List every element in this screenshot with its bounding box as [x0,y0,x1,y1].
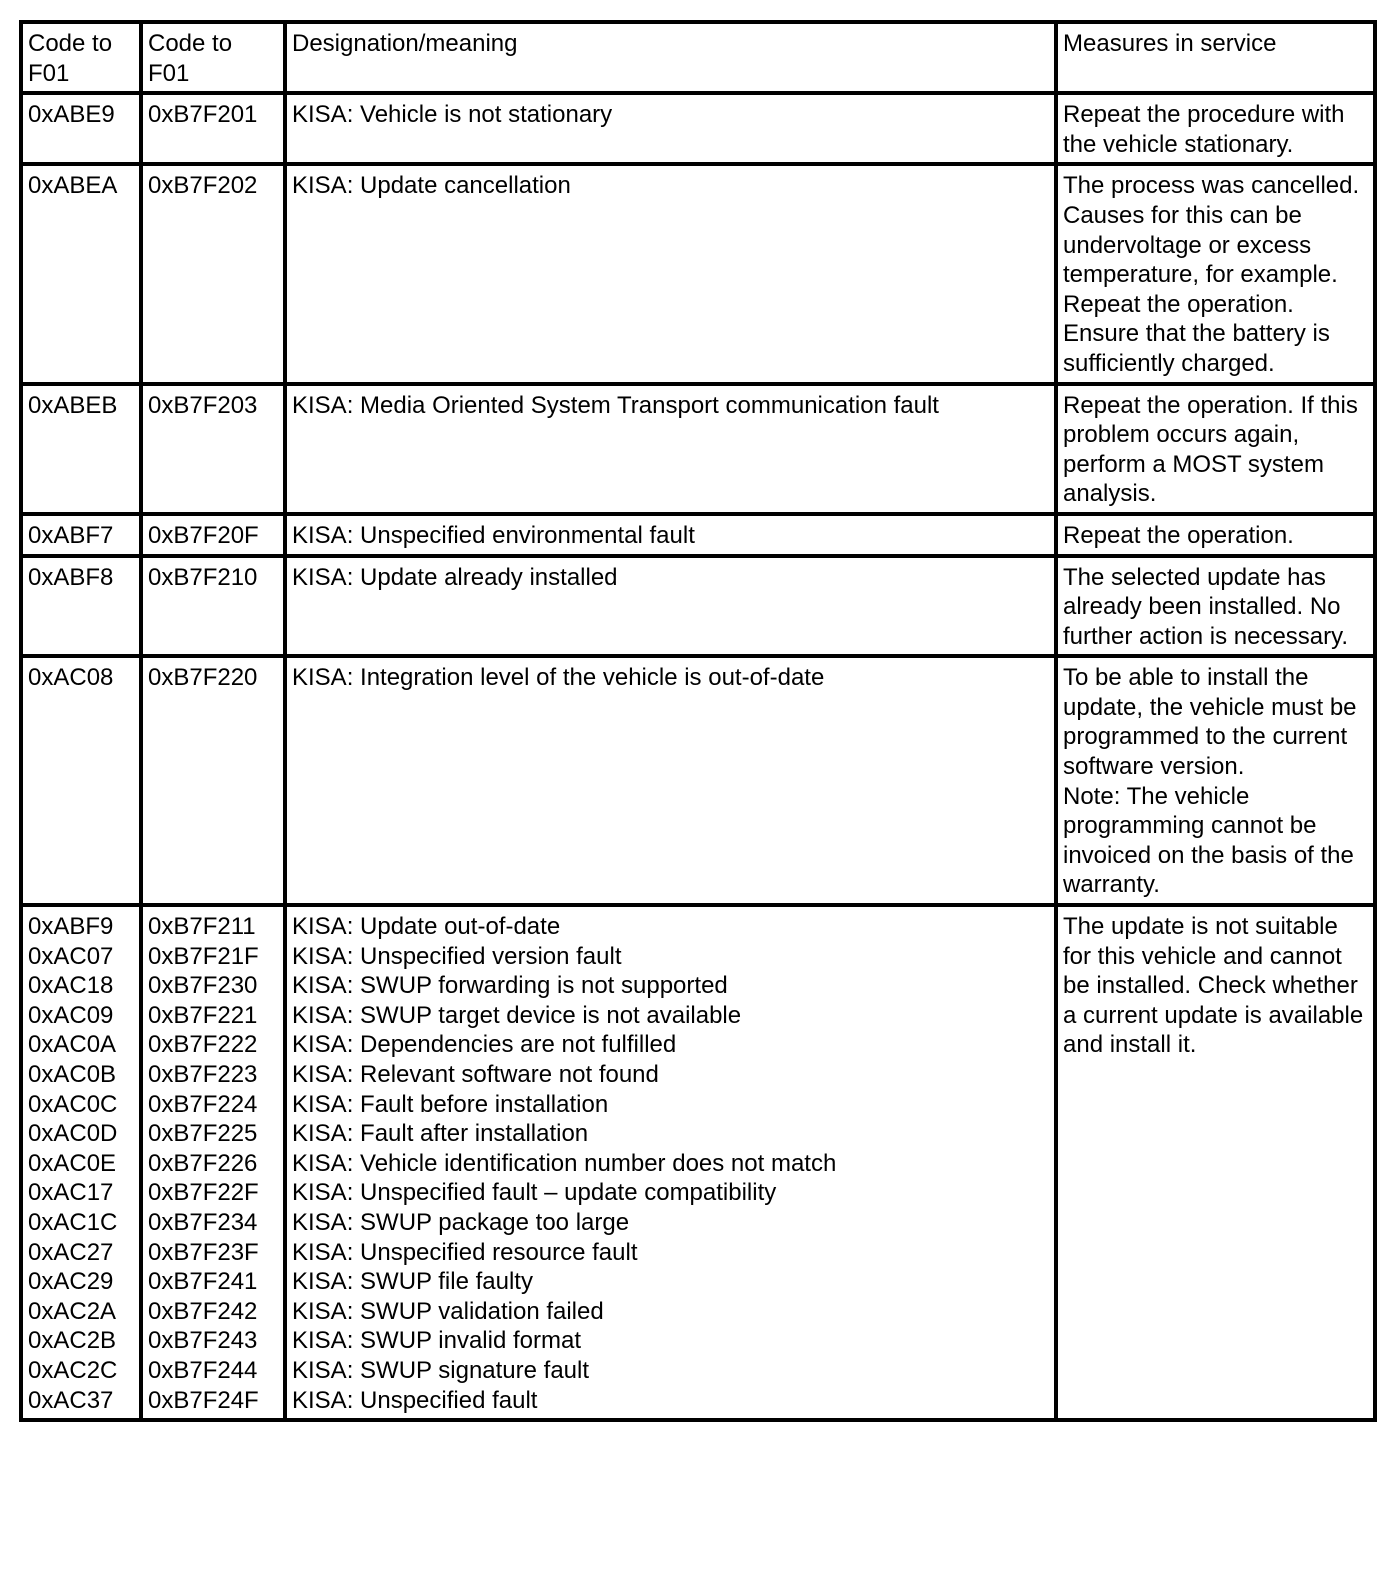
code-cell-2: 0xB7F20F [141,514,285,556]
list-item: 0xB7F243 [148,1327,258,1355]
table-row [21,656,1375,905]
meaning-cell: KISA: Update cancellation [285,164,1056,383]
list-item: 0xB7F211 [148,913,256,941]
list-item: 0xB7F222 [148,1031,258,1059]
code-list-1 [21,905,141,1420]
code-cell-2: 0xB7F201 [141,93,285,164]
list-item: 0xB7F242 [148,1297,258,1325]
code-cell-2: 0xB7F210 [141,556,285,657]
list-item: 0xB7F221 [148,1001,258,1029]
table-row-group [21,905,1375,1420]
list-item: 0xAC0E [28,1149,117,1177]
code-cell-2: 0xB7F220 [141,656,285,905]
table-body [21,93,1375,1420]
list-item: 0xAC0B [28,1061,117,1088]
list-item: 0xB7F21F [148,942,259,970]
meaning-cell: KISA: Vehicle is not stationary [285,93,1056,164]
list-item: 0xAC37 [28,1386,114,1414]
list-item: 0xAC27 [28,1238,114,1266]
measure-cell: The update is not suitable for this vehicle and cannot be installed. Check whether a current update is available and install it. [1056,905,1375,1420]
measure-note: Note: The vehicle programming cannot be invoiced on the basis of the warranty. [1063,782,1354,899]
list-item: 0xAC0D [28,1120,118,1148]
list-item: 0xB7F223 [148,1061,258,1088]
list-item: 0xB7F225 [148,1120,258,1148]
measure-cell: Repeat the procedure with the vehicle stationary. [1056,93,1375,164]
meaning-cell: KISA: Update already installed [285,556,1056,657]
table-row [21,384,1375,514]
measure-cell [1056,656,1375,905]
list-item: 0xB7F226 [148,1149,258,1177]
list-item: 0xAC1C [28,1208,118,1236]
list-item: 0xB7F22F [148,1179,259,1207]
measure-cell: The process was cancelled. Causes for this can be undervoltage or excess temperature, for example. Repeat the operation. Ensure that the battery is sufficiently charged. [1056,164,1375,383]
list-item: KISA: Relevant software not found [292,1061,659,1088]
list-item: 0xAC2B [28,1327,117,1355]
table-row [21,514,1375,556]
list-item: 0xB7F24F [148,1386,259,1414]
list-item: KISA: Dependencies are not fulfilled [292,1031,677,1059]
fault-code-table [19,20,1377,1422]
header-code-col1: Code to F01 [21,22,141,93]
list-item: KISA: Unspecified fault – update compatibility [292,1179,777,1207]
measure-cell: The selected update has already been installed. No further action is necessary. [1056,556,1375,657]
code-cell-2: 0xB7F202 [141,164,285,383]
list-item: 0xAC07 [28,942,114,970]
list-item: 0xAC18 [28,972,114,1000]
code-cell-1: 0xABEB [21,384,141,514]
code-list-2 [141,905,285,1420]
header-designation: Designation/meaning [285,22,1056,93]
code-cell-2: 0xB7F203 [141,384,285,514]
list-item: 0xAC0A [28,1031,117,1059]
meaning-cell: KISA: Media Oriented System Transport communication fault [285,384,1056,514]
code-cell-1: 0xABF7 [21,514,141,556]
list-item: KISA: SWUP signature fault [292,1356,590,1384]
list-item: 0xAC2A [28,1297,117,1325]
code-cell-1: 0xABF8 [21,556,141,657]
list-item: 0xB7F244 [148,1356,258,1384]
list-item: KISA: SWUP target device is not available [292,1001,742,1029]
meaning-cell: KISA: Unspecified environmental fault [285,514,1056,556]
list-item: KISA: SWUP validation failed [292,1297,604,1325]
list-item: 0xB7F224 [148,1090,258,1118]
code-cell-1: 0xABE9 [21,93,141,164]
meaning-list [285,905,1056,1420]
header-code-col2: Code to F01 [141,22,285,93]
list-item: KISA: SWUP package too large [292,1208,630,1236]
list-item: KISA: Fault before installation [292,1090,609,1118]
measure-cell: Repeat the operation. If this problem occurs again, perform a MOST system analysis. [1056,384,1375,514]
list-item: KISA: SWUP forwarding is not supported [292,972,728,1000]
header-measures: Measures in service [1056,22,1375,93]
list-item: KISA: Fault after installation [292,1120,589,1148]
list-item: 0xAC17 [28,1179,114,1207]
list-item: 0xB7F23F [148,1238,259,1266]
list-item: KISA: Unspecified resource fault [292,1238,638,1266]
list-item: 0xAC29 [28,1268,114,1296]
list-item: KISA: Unspecified version fault [292,942,622,970]
measure-cell: Repeat the operation. [1056,514,1375,556]
list-item: 0xAC2C [28,1356,118,1384]
measure-text: To be able to install the update, the vehicle must be programmed to the current software version. [1063,664,1357,781]
code-cell-1: 0xABEA [21,164,141,383]
list-item: KISA: SWUP file faulty [292,1268,533,1296]
table-row [21,556,1375,657]
header-row [21,22,1375,93]
table-row [21,164,1375,383]
list-item: KISA: SWUP invalid format [292,1327,581,1355]
list-item: KISA: Vehicle identification number does not match [292,1149,837,1177]
list-item: 0xABF9 [28,913,114,941]
list-item: KISA: Update out-of-date [292,913,561,941]
list-item: 0xB7F230 [148,972,258,1000]
list-item: 0xB7F241 [148,1268,258,1296]
list-item: KISA: Unspecified fault [292,1386,538,1414]
list-item: 0xAC09 [28,1001,114,1029]
table-header [21,22,1375,93]
meaning-cell: KISA: Integration level of the vehicle is out-of-date [285,656,1056,905]
list-item: 0xAC0C [28,1090,118,1118]
code-cell-1: 0xAC08 [21,656,141,905]
list-item: 0xB7F234 [148,1208,258,1236]
table-row [21,93,1375,164]
